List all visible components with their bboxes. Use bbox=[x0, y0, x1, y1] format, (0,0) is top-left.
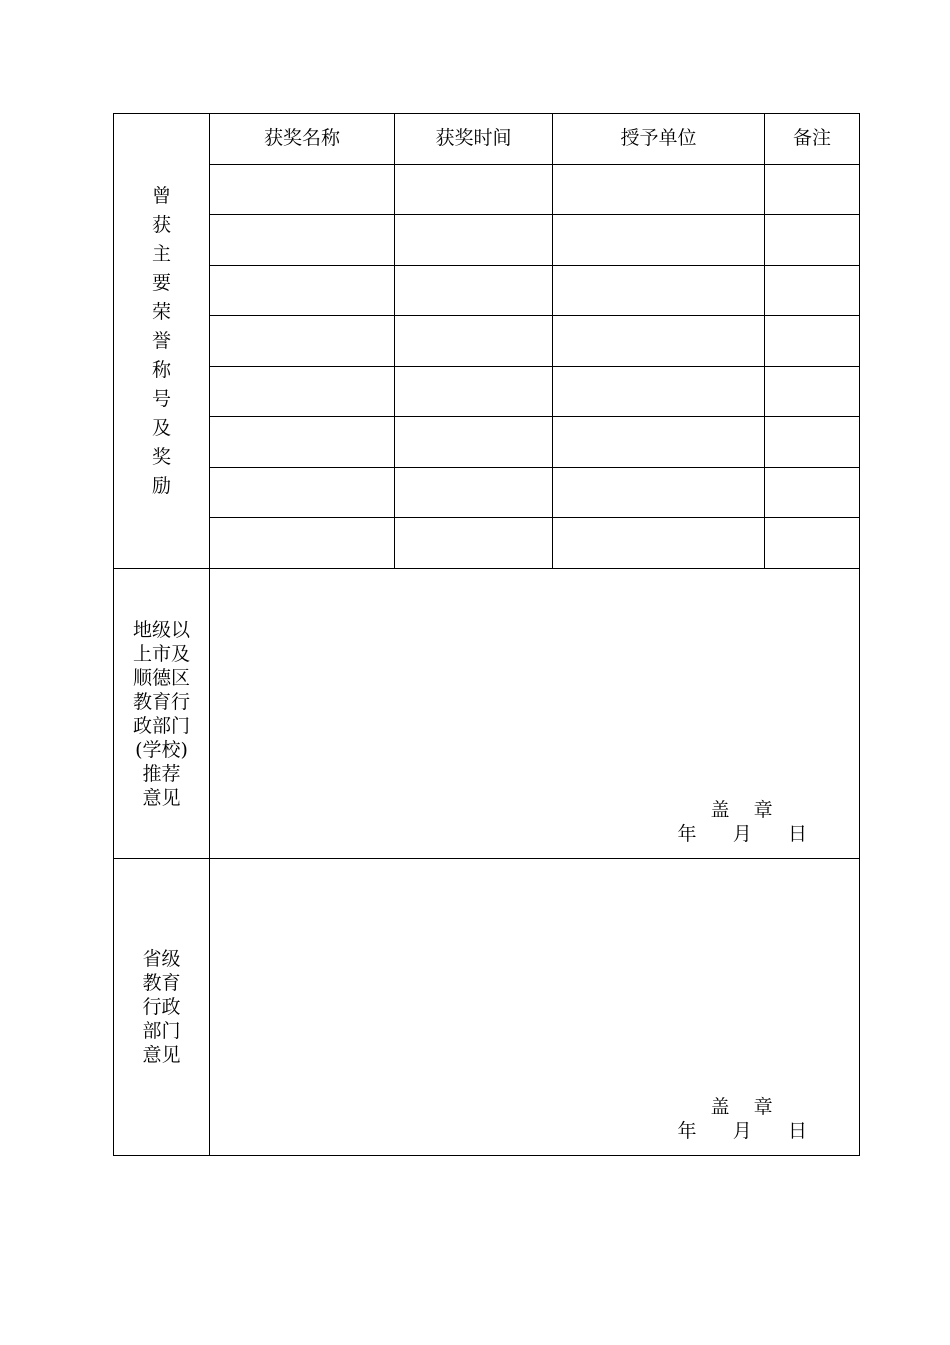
provincial-label-line: 部门 bbox=[142, 1020, 181, 1042]
granting-unit-cell[interactable] bbox=[553, 417, 765, 468]
provincial-label-line: 意见 bbox=[142, 1044, 181, 1066]
municipal-label-line: (学校) bbox=[135, 738, 188, 761]
municipal-label-line: 地级以 bbox=[132, 618, 190, 641]
honors-label-char: 及 bbox=[151, 416, 171, 439]
provincial-label-line: 行政 bbox=[142, 996, 181, 1018]
provincial-opinion-row bbox=[114, 859, 860, 1156]
award-time-cell[interactable] bbox=[395, 266, 553, 316]
table-row bbox=[114, 367, 860, 417]
honors-label-char: 主 bbox=[151, 242, 171, 265]
remarks-cell[interactable] bbox=[765, 417, 860, 468]
remarks-cell[interactable] bbox=[765, 316, 860, 367]
remarks-cell[interactable] bbox=[765, 518, 860, 569]
award-name-cell[interactable] bbox=[210, 518, 395, 569]
provincial-opinion-field[interactable] bbox=[210, 859, 860, 1156]
granting-unit-cell[interactable] bbox=[553, 468, 765, 518]
award-time-cell[interactable] bbox=[395, 518, 553, 569]
award-time-cell[interactable] bbox=[395, 215, 553, 266]
municipal-label-line: 顺德区 bbox=[132, 666, 190, 689]
granting-unit-cell[interactable] bbox=[553, 316, 765, 367]
table-row bbox=[114, 266, 860, 316]
municipal-seal-text: 盖 章 bbox=[710, 799, 773, 821]
granting-unit-cell[interactable] bbox=[553, 367, 765, 417]
honors-header-row bbox=[114, 114, 860, 165]
award-time-cell[interactable] bbox=[395, 316, 553, 367]
header-granting-unit: 授予单位 bbox=[553, 114, 765, 165]
honors-label-char: 称 bbox=[151, 358, 171, 381]
municipal-label-line: 推荐 bbox=[142, 762, 181, 785]
municipal-date-text: 年 月 日 bbox=[677, 823, 807, 845]
municipal-label-line: 教育行 bbox=[132, 690, 190, 713]
table-row bbox=[114, 316, 860, 367]
honors-label-char: 曾 bbox=[151, 184, 171, 207]
award-name-cell[interactable] bbox=[210, 165, 395, 215]
remarks-cell[interactable] bbox=[765, 215, 860, 266]
table-row bbox=[114, 518, 860, 569]
municipal-opinion-row bbox=[114, 569, 860, 859]
award-name-cell[interactable] bbox=[210, 468, 395, 518]
recommendation-form-table bbox=[113, 113, 860, 1156]
honors-label-char: 奖 bbox=[151, 445, 171, 468]
honors-section-label bbox=[114, 114, 210, 569]
honors-label-char: 励 bbox=[151, 474, 171, 497]
header-remarks: 备注 bbox=[765, 114, 860, 165]
table-row bbox=[114, 417, 860, 468]
award-name-cell[interactable] bbox=[210, 266, 395, 316]
honors-label-char: 要 bbox=[151, 271, 171, 294]
granting-unit-cell[interactable] bbox=[553, 215, 765, 266]
municipal-label-line: 意见 bbox=[142, 786, 181, 809]
table-row bbox=[114, 215, 860, 266]
provincial-opinion-label bbox=[114, 859, 210, 1156]
granting-unit-cell[interactable] bbox=[553, 266, 765, 316]
municipal-label-line: 上市及 bbox=[132, 642, 190, 665]
provincial-stamp-block bbox=[678, 1095, 807, 1143]
award-time-cell[interactable] bbox=[395, 165, 553, 215]
table-row bbox=[114, 165, 860, 215]
award-name-cell[interactable] bbox=[210, 215, 395, 266]
award-time-cell[interactable] bbox=[395, 367, 553, 417]
award-name-cell[interactable] bbox=[210, 417, 395, 468]
granting-unit-cell[interactable] bbox=[553, 165, 765, 215]
municipal-label-line: 政部门 bbox=[132, 714, 190, 737]
table-row bbox=[114, 468, 860, 518]
honors-label-char: 荣 bbox=[151, 300, 171, 323]
municipal-opinion-label bbox=[114, 569, 210, 859]
header-award-name: 获奖名称 bbox=[210, 114, 395, 165]
remarks-cell[interactable] bbox=[765, 367, 860, 417]
honors-label-char: 获 bbox=[151, 213, 171, 236]
remarks-cell[interactable] bbox=[765, 468, 860, 518]
provincial-label-line: 省级 bbox=[142, 948, 181, 970]
award-time-cell[interactable] bbox=[395, 468, 553, 518]
granting-unit-cell[interactable] bbox=[553, 518, 765, 569]
remarks-cell[interactable] bbox=[765, 165, 860, 215]
provincial-seal-text: 盖 章 bbox=[710, 1096, 773, 1118]
remarks-cell[interactable] bbox=[765, 266, 860, 316]
award-name-cell[interactable] bbox=[210, 367, 395, 417]
honors-label-char: 号 bbox=[151, 387, 171, 410]
honors-label-char: 誉 bbox=[151, 329, 171, 352]
award-time-cell[interactable] bbox=[395, 417, 553, 468]
provincial-date-text: 年 月 日 bbox=[677, 1120, 807, 1142]
award-name-cell[interactable] bbox=[210, 316, 395, 367]
municipal-stamp-block bbox=[678, 798, 807, 846]
municipal-opinion-field[interactable] bbox=[210, 569, 860, 859]
header-award-time: 获奖时间 bbox=[395, 114, 553, 165]
provincial-label-line: 教育 bbox=[142, 972, 181, 994]
